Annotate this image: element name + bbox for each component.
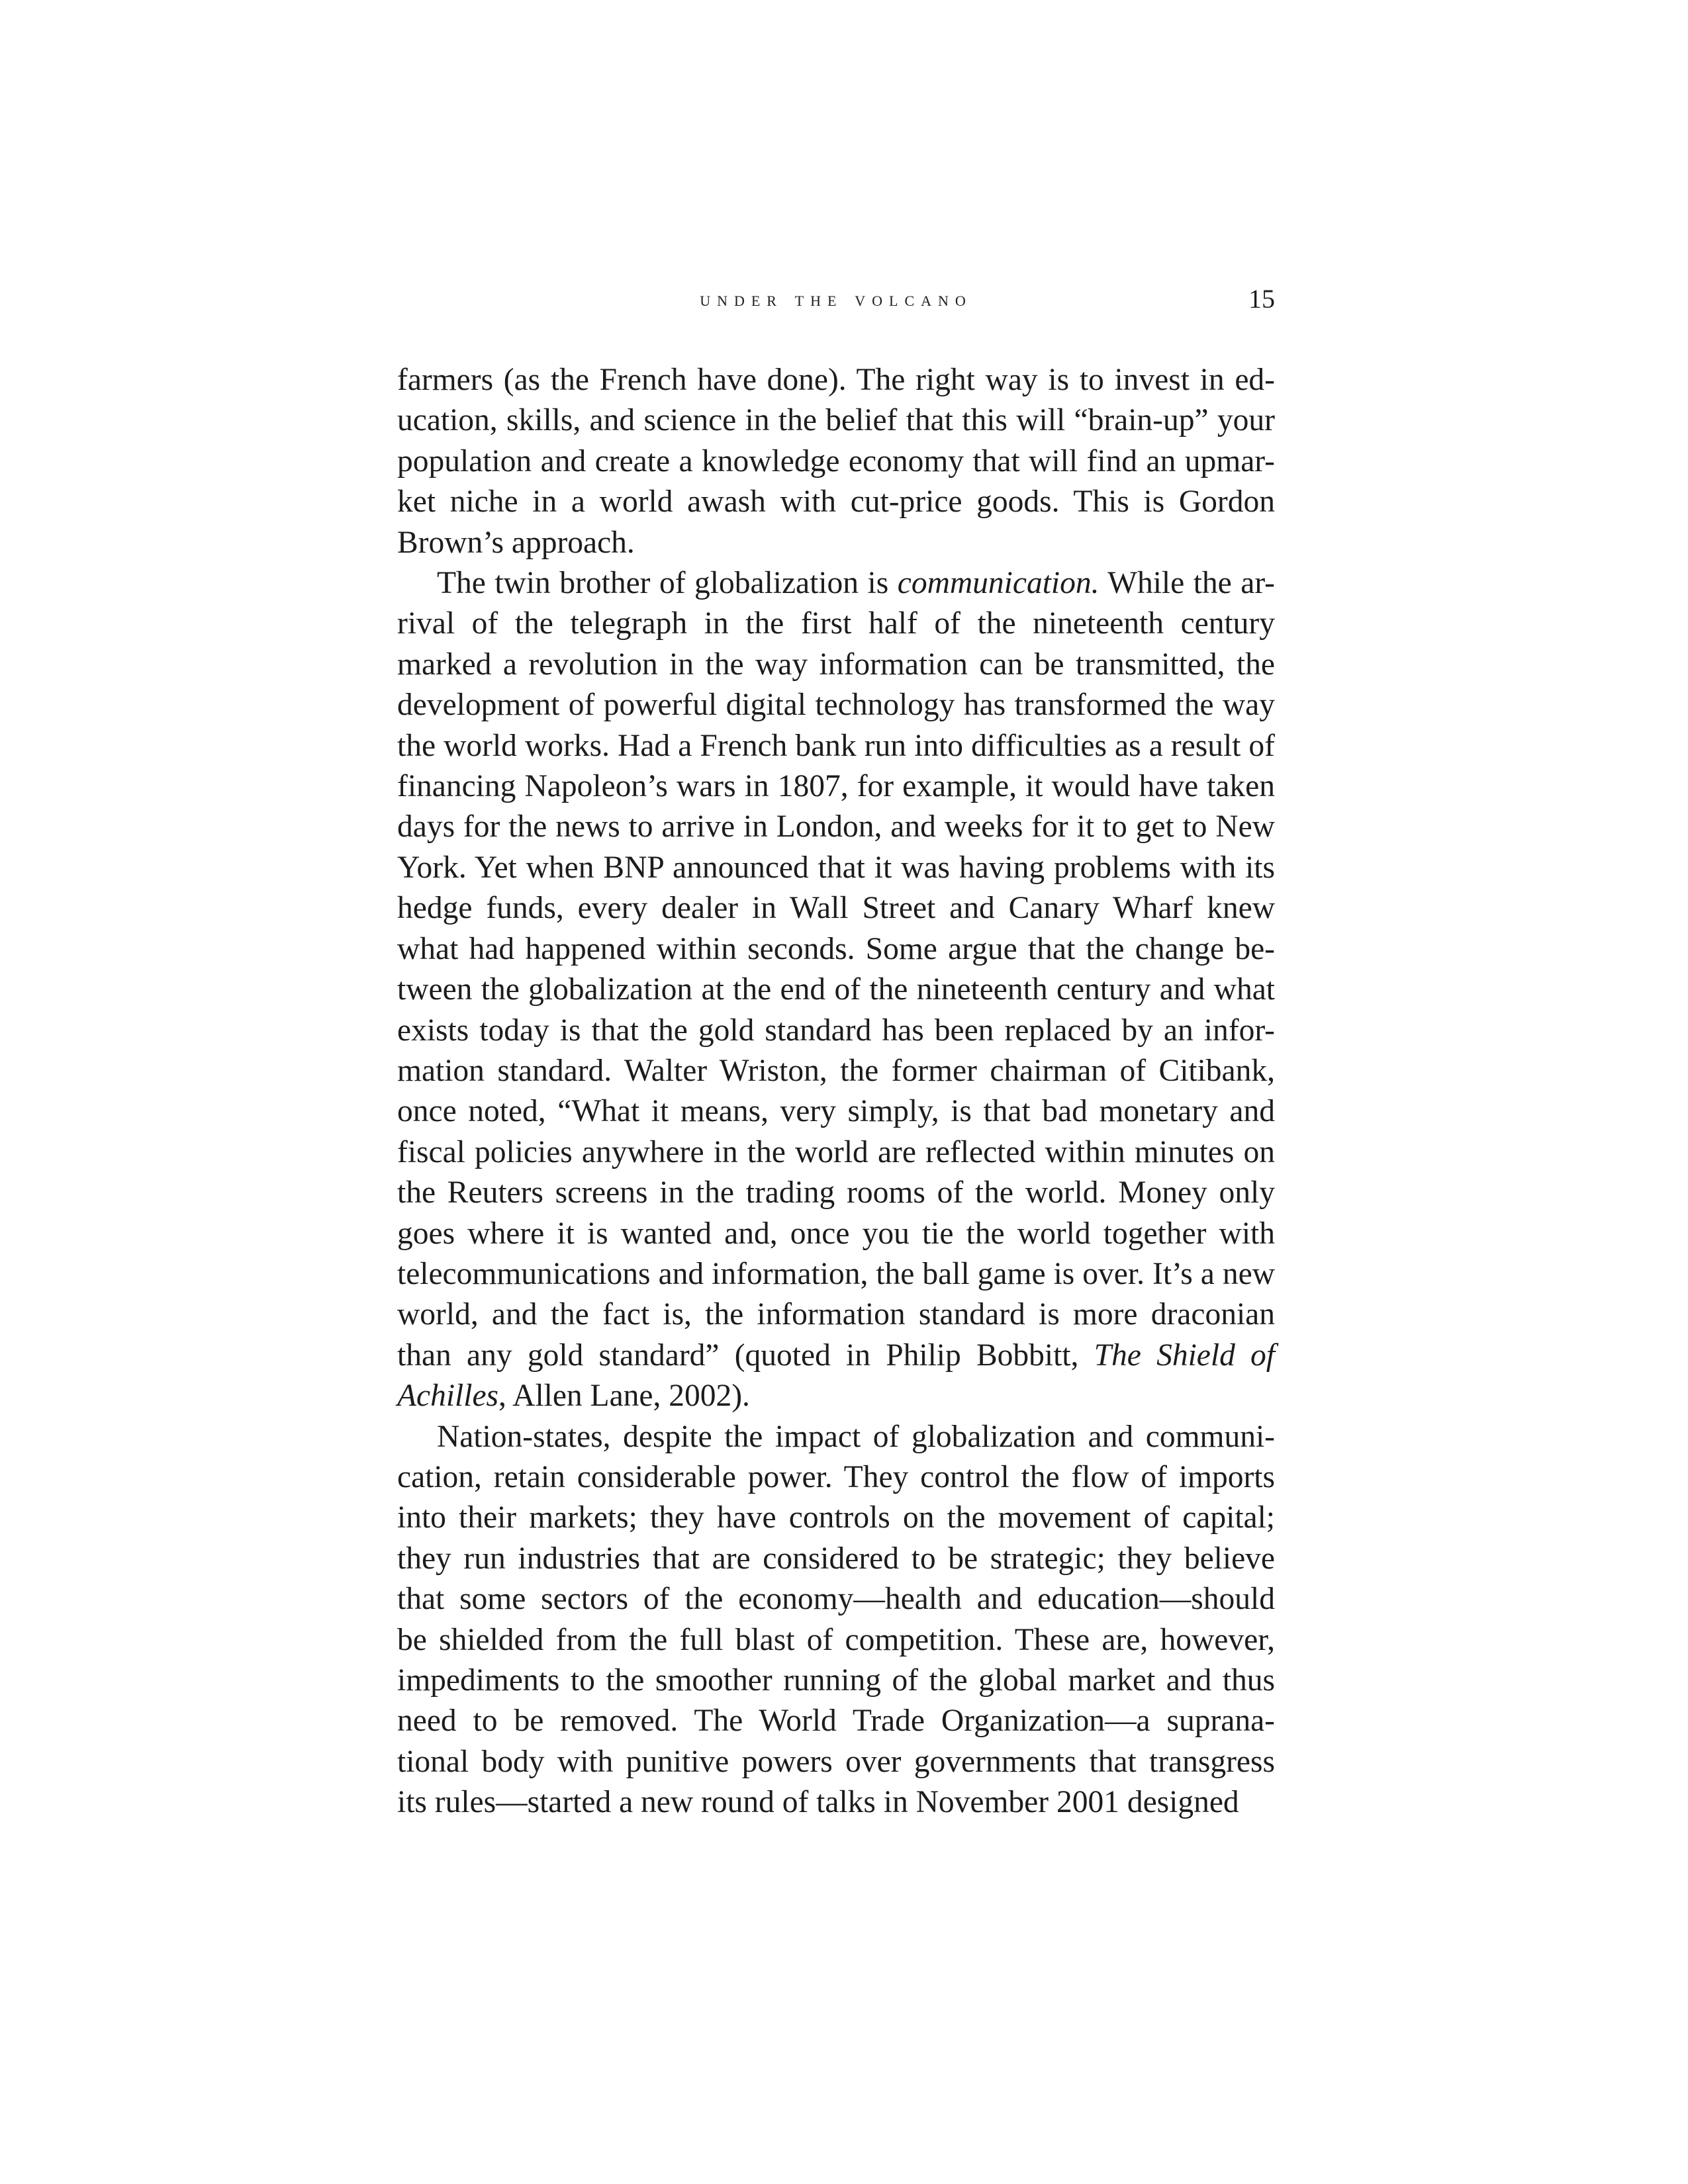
text-run: farmers (as the French have done). The right way is to invest in ed- xyxy=(397,363,1275,397)
text-run: population and create a knowledge economy that will find an upmar- xyxy=(397,443,1275,478)
paragraph xyxy=(397,563,1275,1417)
text-line xyxy=(397,1782,1275,1823)
text-run: exists today is that the gold standard has been replaced by an infor- xyxy=(397,1013,1275,1048)
text-run: than any gold standard” (quoted in Philip Bobbitt, xyxy=(397,1338,1094,1373)
text-run: be shielded from the full blast of competition. These are, however, xyxy=(397,1622,1275,1657)
text-run: the world works. Had a French bank run into difficulties as a result of xyxy=(397,728,1275,763)
text-run: The twin brother of globalization is xyxy=(437,566,898,601)
text-line xyxy=(397,1620,1275,1661)
text-line xyxy=(397,1742,1275,1782)
text-run: what had happened within seconds. Some argue that the change be- xyxy=(397,931,1275,966)
text-line xyxy=(397,360,1275,400)
text-line xyxy=(397,1336,1275,1376)
italic-text: The Shield of xyxy=(1094,1338,1275,1373)
text-run: hedge funds, every dealer in Wall Street and Canary Wharf knew xyxy=(397,891,1275,926)
text-run: , Allen Lane, 2002). xyxy=(498,1379,750,1414)
text-run: the Reuters screens in the trading rooms of the world. Money only xyxy=(397,1175,1275,1210)
text-run: tween the globalization at the end of the nineteenth century and what xyxy=(397,972,1275,1007)
text-line xyxy=(397,1011,1275,1051)
text-run: goes where it is wanted and, once you tie the world together with xyxy=(397,1216,1275,1251)
text-line xyxy=(397,807,1275,847)
text-line xyxy=(397,441,1275,482)
text-line xyxy=(397,523,1275,563)
text-run: they run industries that are considered to be strategic; they believe xyxy=(397,1541,1275,1576)
text-run: ucation, skills, and science in the belief that this will “brain-up” your xyxy=(397,403,1275,438)
text-line xyxy=(397,1254,1275,1295)
text-run: into their markets; they have controls on the movement of capital; xyxy=(397,1500,1275,1535)
text-line xyxy=(397,726,1275,766)
text-run: tional body with punitive powers over governments that transgress xyxy=(397,1744,1275,1779)
text-line xyxy=(397,685,1275,725)
text-line xyxy=(397,888,1275,929)
text-run: cation, retain considerable power. They control the flow of imports xyxy=(397,1459,1275,1494)
text-run: fiscal policies anywhere in the world are reflected within minutes on xyxy=(397,1134,1275,1169)
text-line xyxy=(397,1579,1275,1619)
text-line xyxy=(397,970,1275,1010)
page-number: 15 xyxy=(1248,284,1275,314)
text-line xyxy=(397,929,1275,970)
text-line xyxy=(397,1295,1275,1335)
text-run: ket niche in a world awash with cut-price goods. This is Gordon xyxy=(397,484,1275,520)
text-line xyxy=(397,1457,1275,1498)
italic-text: Achilles xyxy=(397,1379,499,1414)
text-line xyxy=(397,1214,1275,1254)
text-run: Brown’s approach. xyxy=(397,525,635,560)
text-run: development of powerful digital technology has transformed the way xyxy=(397,688,1275,723)
text-run: marked a revolution in the way information can be transmitted, the xyxy=(397,647,1275,682)
text-run: days for the news to arrive in London, and weeks for it to get to New xyxy=(397,809,1275,844)
text-run: While the ar- xyxy=(1099,566,1275,601)
text-line xyxy=(397,766,1275,807)
running-head xyxy=(397,283,1275,323)
text-line xyxy=(397,1132,1275,1173)
text-line xyxy=(397,848,1275,888)
text-line xyxy=(397,604,1275,644)
paragraph xyxy=(397,360,1275,563)
text-line xyxy=(397,1498,1275,1538)
text-line xyxy=(397,1701,1275,1741)
text-line xyxy=(397,1661,1275,1701)
text-line xyxy=(397,645,1275,685)
text-run: rival of the telegraph in the first half of the nineteenth century xyxy=(397,606,1275,641)
text-line xyxy=(397,1376,1275,1416)
text-line xyxy=(397,563,1275,604)
running-title: under the volcano xyxy=(700,287,972,310)
text-run: mation standard. Walter Wriston, the former chairman of Citibank, xyxy=(397,1053,1275,1088)
text-line xyxy=(397,1173,1275,1213)
text-line xyxy=(397,1051,1275,1091)
text-line xyxy=(397,1539,1275,1579)
text-line xyxy=(397,482,1275,522)
text-run: Nation-states, despite the impact of globalization and communi- xyxy=(437,1419,1275,1454)
text-run: York. Yet when BNP announced that it was having problems with its xyxy=(397,850,1275,885)
text-run: financing Napoleon’s wars in 1807, for example, it would have taken xyxy=(397,769,1275,804)
text-run: telecommunications and information, the ball game is over. It’s a new xyxy=(397,1256,1275,1291)
text-line xyxy=(397,1091,1275,1132)
italic-text: communication. xyxy=(897,566,1100,601)
text-run: that some sectors of the economy—health and education—should xyxy=(397,1582,1275,1617)
text-run: once noted, “What it means, very simply, is that bad monetary and xyxy=(397,1094,1275,1129)
text-run: need to be removed. The World Trade Organization—a suprana- xyxy=(397,1704,1275,1739)
text-run: impediments to the smoother running of the global market and thus xyxy=(397,1663,1275,1698)
text-line xyxy=(397,400,1275,441)
body-text xyxy=(397,360,1275,1823)
paragraph xyxy=(397,1417,1275,1823)
text-run: world, and the fact is, the information standard is more draconian xyxy=(397,1297,1275,1332)
text-line xyxy=(397,1417,1275,1457)
text-run: its rules—started a new round of talks in November 2001 designed xyxy=(397,1785,1239,1820)
